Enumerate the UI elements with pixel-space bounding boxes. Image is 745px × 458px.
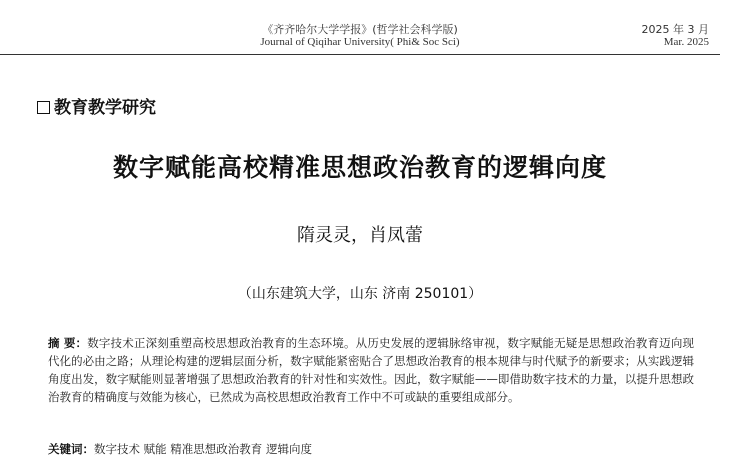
issue-date-english: Mar. 2025 bbox=[663, 36, 709, 48]
keywords-text: 数字技术 赋能 精准思想政治教育 逻辑向度 bbox=[94, 442, 312, 456]
author-affiliation: （山东建筑大学，山东 济南 250101） bbox=[237, 286, 483, 302]
journal-name-english: Journal of Qiqihar University( Phi& Soc Sci) bbox=[260, 36, 460, 48]
issue-date-chinese: 2025 年 3 月 bbox=[641, 23, 709, 36]
paper-title: 数字赋能高校精准思想政治教育的逻辑向度 bbox=[112, 153, 607, 182]
section-label: 教育教学研究 bbox=[54, 98, 156, 118]
page-header bbox=[0, 0, 745, 58]
abstract-label: 摘 要： bbox=[48, 336, 88, 350]
abstract bbox=[48, 334, 694, 406]
header-divider bbox=[0, 54, 720, 55]
section-heading bbox=[37, 93, 156, 118]
keywords bbox=[48, 440, 694, 458]
keywords-label: 关键词： bbox=[48, 442, 94, 456]
journal-name-chinese: 《齐齐哈尔大学学报》(哲学社会科学版) bbox=[262, 23, 458, 36]
paper-authors: 隋灵灵，肖凤蕾 bbox=[297, 225, 423, 246]
checkbox-square-icon bbox=[37, 101, 50, 114]
abstract-text: 数字技术正深刻重塑高校思想政治教育的生态环境。从历史发展的逻辑脉络审视，数字赋能无疑是思想政治教育迈向现代化的必由之路；从理论构建的逻辑层面分析，数字赋能紧密贴合了思想政治教育的根本规律与时代赋予的新要求；从实践逻辑角度出发，数字赋能则显著增强了思想政治教育的针对性和实效性。因此，数字赋能——即借助数字技术的力量，以提升思想政治教育的精确度与效能为核心，已然成为高校思想政治教育工作中不可或缺的重要组成部分。 bbox=[48, 336, 694, 404]
